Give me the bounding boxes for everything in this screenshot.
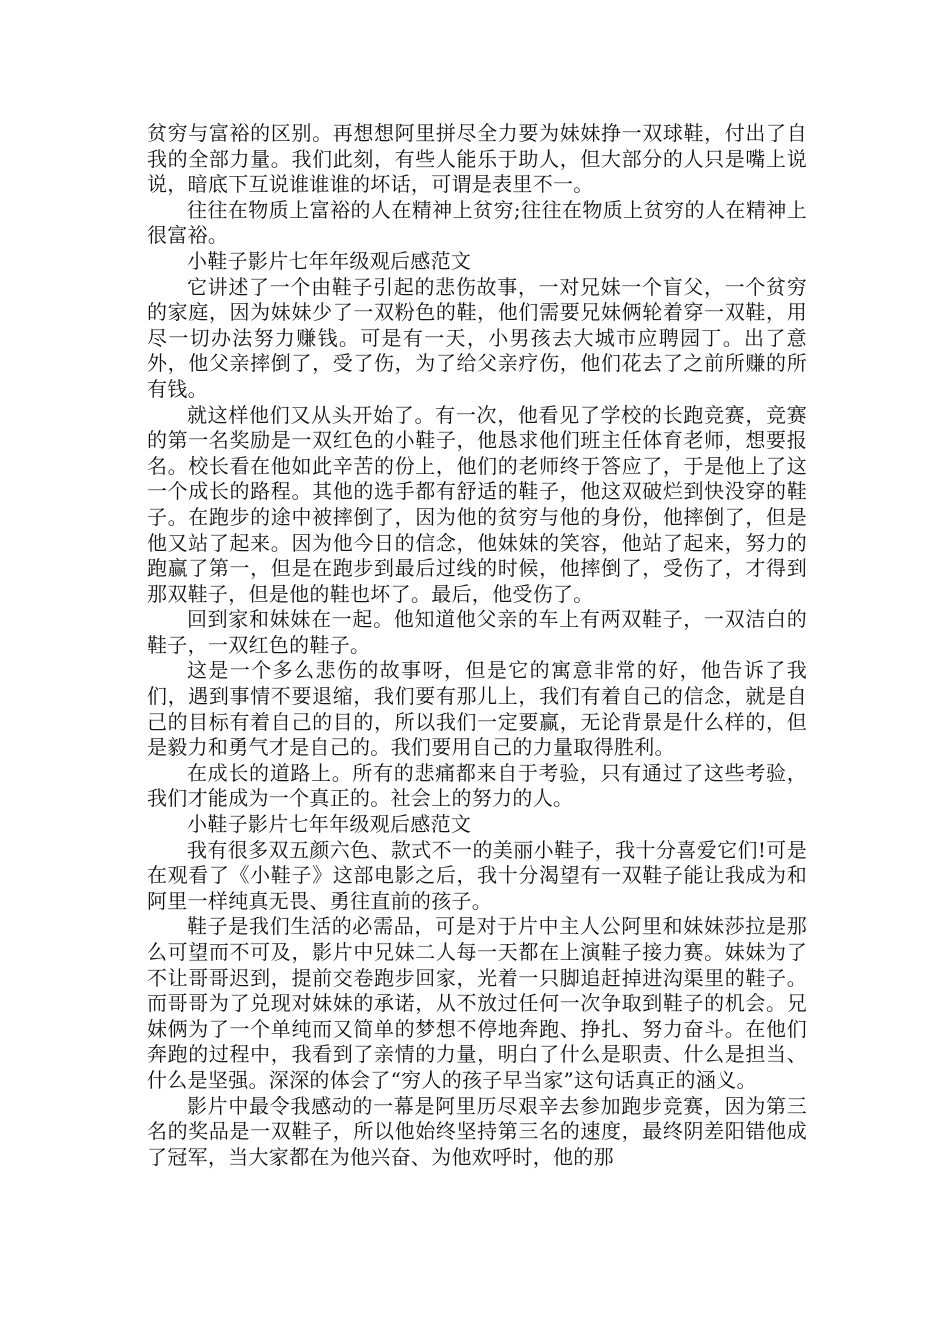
paragraph: 这是一个多么悲伤的故事呀，但是它的寓意非常的好，他告诉了我们，遇到事情不要退缩，我们要有那儿上，我们有着自己的信念，就是自己的目标有着自己的目的，所以我们一定要赢，无论背景是什么样的，但是毅力和勇气才是自己的。我们要用自己的力量取得胜利。 (147, 658, 807, 760)
paragraph: 贫穷与富裕的区别。再想想阿里拼尽全力要为妹妹挣一双球鞋，付出了自我的全部力量。我们此刻，有些人能乐于助人，但大部分的人只是嘴上说说，暗底下互说谁谁谁的坏话，可谓是表里不一。 (147, 121, 807, 197)
paragraph: 往往在物质上富裕的人在精神上贫穷;往往在物质上贫穷的人在精神上很富裕。 (147, 197, 807, 248)
paragraph: 就这样他们又从头开始了。有一次，他看见了学校的长跑竞赛，竞赛的第一名奖励是一双红色的小鞋子，他恳求他们班主任体育老师，想要报名。校长看在他如此辛苦的份上，他们的老师终于答应了，于是他上了这一个成长的路程。其他的选手都有舒适的鞋子，他这双破烂到快没穿的鞋子。在跑步的途中被摔倒了，因为他的贫穷与他的身份，他摔倒了，但是他又站了起来。因为他今日的信念，他妹妹的笑容，他站了起来，努力的跑赢了第一，但是在跑步到最后过线的时候，他摔倒了，受伤了，才得到那双鞋子，但是他的鞋也坏了。最后，他受伤了。 (147, 402, 807, 606)
paragraph: 影片中最令我感动的一幕是阿里历尽艰辛去参加跑步竞赛，因为第三名的奖品是一双鞋子，所以他始终坚持第三名的速度，最终阴差阳错他成了冠军，当大家都在为他兴奋、为他欢呼时，他的那 (147, 1093, 807, 1169)
section-heading: 小鞋子影片七年年级观后感范文 (187, 248, 472, 273)
section-heading: 小鞋子影片七年年级观后感范文 (187, 812, 472, 837)
paragraph: 鞋子是我们生活的必需品，可是对于片中主人公阿里和妹妹莎拉是那么可望而不可及，影片中兄妹二人每一天都在上演鞋子接力赛。妹妹为了不让哥哥迟到，提前交卷跑步回家，光着一只脚追赶掉进沟渠里的鞋子。而哥哥为了兑现对妹妹的承诺，从不放过任何一次争取到鞋子的机会。兄妹俩为了一个单纯而又简单的梦想不停地奔跑、挣扎、努力奋斗。在他们奔跑的过程中，我看到了亲情的力量，明白了什么是职责、什么是担当、什么是坚强。深深的体会了“穷人的孩子早当家”这句话真正的涵义。 (147, 914, 807, 1092)
paragraph: 它讲述了一个由鞋子引起的悲伤故事，一对兄妹一个盲父，一个贫穷的家庭，因为妹妹少了一双粉色的鞋，他们需要兄妹俩轮着穿一双鞋，用尽一切办法努力赚钱。可是有一天，小男孩去大城市应聘园丁。出了意外，他父亲摔倒了，受了伤，为了给父亲疗伤，他们花去了之前所赚的所有钱。 (147, 274, 807, 401)
paragraph: 在成长的道路上。所有的悲痛都来自于考验，只有通过了这些考验，我们才能成为一个真正的。社会上的努力的人。 (147, 760, 807, 811)
document-body (147, 121, 807, 1170)
paragraph: 我有很多双五颜六色、款式不一的美丽小鞋子，我十分喜爱它们!可是在观看了《小鞋子》这部电影之后，我十分渴望有一双鞋子能让我成为和阿里一样纯真无畏、勇往直前的孩子。 (147, 837, 807, 913)
paragraph: 回到家和妹妹在一起。他知道他父亲的车上有两双鞋子，一双洁白的鞋子，一双红色的鞋子。 (147, 607, 807, 657)
